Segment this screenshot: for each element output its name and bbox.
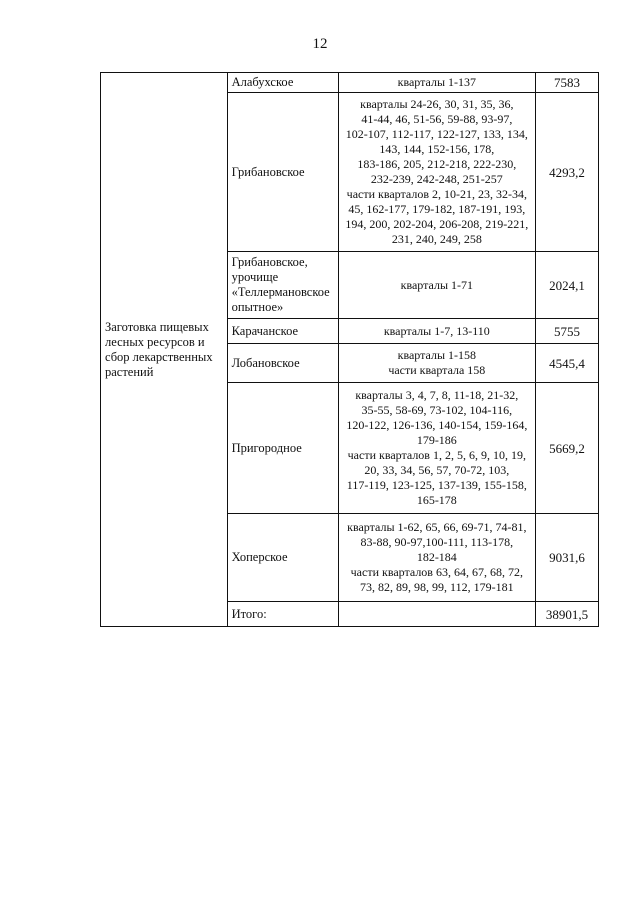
- forestry-line: опытное»: [231, 300, 284, 314]
- forestry-line: Грибановское: [231, 164, 305, 179]
- area-cell: 2024,1: [536, 252, 599, 319]
- activity-line: Заготовка пищевых: [105, 319, 209, 334]
- quarters-line: кварталы 1-7, 13-110: [383, 323, 490, 338]
- quarters-line: кварталы 24-26, 30, 31, 35, 36,: [360, 97, 514, 111]
- table-row: [101, 73, 599, 93]
- activity-line: растений: [105, 364, 154, 379]
- quarters-line: 73, 82, 89, 98, 99, 112, 179-181: [360, 580, 514, 594]
- quarters-line: части квартала 158: [388, 363, 486, 377]
- forestry-cell: [227, 383, 338, 514]
- quarters-line: части кварталов 63, 64, 67, 68, 72,: [350, 565, 523, 579]
- area-cell: 7583: [536, 73, 599, 93]
- forestry-line: Карачанское: [231, 323, 299, 338]
- total-label: Итого:: [227, 602, 338, 627]
- forestry-line: Хоперское: [231, 550, 288, 564]
- activity-line: лесных ресурсов и: [105, 334, 205, 349]
- forestry-cell: [227, 93, 338, 252]
- quarters-line: 20, 33, 34, 56, 57, 70-72, 103,: [364, 463, 510, 477]
- quarters-line: 143, 144, 152-156, 178,: [379, 142, 495, 156]
- quarters-cell: [338, 319, 536, 344]
- quarters-cell: [338, 514, 536, 602]
- quarters-line: кварталы 1-158: [397, 348, 476, 362]
- quarters-line: 231, 240, 249, 258: [391, 232, 482, 246]
- quarters-line: 41-44, 46, 51-56, 59-88, 93-97,: [361, 112, 513, 126]
- quarters-line: 117-119, 123-125, 137-139, 155-158,: [346, 478, 527, 492]
- quarters-line: 35-55, 58-69, 73-102, 104-116,: [361, 403, 513, 417]
- forestry-cell: [227, 252, 338, 319]
- quarters-line: 45, 162-177, 179-182, 187-191, 193,: [348, 202, 526, 216]
- quarters-line: 179-186: [416, 433, 457, 447]
- area-cell: 4545,4: [536, 344, 599, 383]
- page-number: 12: [312, 36, 328, 52]
- forestry-cell: [227, 514, 338, 602]
- quarters-line: 194, 200, 202-204, 206-208, 219-221,: [345, 217, 529, 231]
- area-cell: 4293,2: [536, 93, 599, 252]
- quarters-line: 102-107, 112-117, 122-127, 133, 134,: [345, 127, 528, 141]
- quarters-line: кварталы 3, 4, 7, 8, 11-18, 21-32,: [355, 388, 519, 402]
- forestry-line: «Теллермановское: [231, 285, 330, 299]
- activity-cell: [101, 73, 228, 627]
- quarters-cell: [338, 73, 536, 93]
- forestry-line: Алабухское: [231, 75, 294, 89]
- area-cell: 5755: [536, 319, 599, 344]
- total-area: 38901,5: [536, 602, 599, 627]
- quarters-cell: [338, 383, 536, 514]
- forest-resources-table: [100, 72, 599, 627]
- quarters-cell: [338, 93, 536, 252]
- quarters-line: 182-184: [416, 550, 457, 564]
- forestry-cell: [227, 344, 338, 383]
- quarters-line: 165-178: [416, 493, 457, 507]
- quarters-line: кварталы 1-62, 65, 66, 69-71, 74-81,: [347, 520, 527, 534]
- forestry-line: Пригородное: [231, 440, 302, 455]
- quarters-line: кварталы 1-71: [400, 277, 473, 292]
- quarters-line: части кварталов 2, 10-21, 23, 32-34,: [346, 187, 527, 201]
- activity-line: сбор лекарственных: [105, 349, 213, 364]
- quarters-line: части кварталов 1, 2, 5, 6, 9, 10, 19,: [347, 448, 526, 462]
- total-quarters-cell: [338, 602, 536, 627]
- quarters-line: кварталы 1-137: [397, 75, 476, 89]
- forestry-cell: [227, 73, 338, 93]
- quarters-line: 120-122, 126-136, 140-154, 159-164,: [346, 418, 528, 432]
- forestry-line: Грибановское,: [231, 255, 308, 269]
- quarters-cell: [338, 252, 536, 319]
- area-cell: 5669,2: [536, 383, 599, 514]
- area-cell: 9031,6: [536, 514, 599, 602]
- quarters-line: 83-88, 90-97,100-111, 113-178,: [360, 535, 514, 549]
- quarters-cell: [338, 344, 536, 383]
- quarters-line: 232-239, 242-248, 251-257: [370, 172, 503, 186]
- forestry-line: урочище: [231, 270, 279, 284]
- forestry-cell: [227, 319, 338, 344]
- forestry-line: Лобановское: [231, 355, 300, 370]
- quarters-line: 183-186, 205, 212-218, 222-230,: [357, 157, 517, 171]
